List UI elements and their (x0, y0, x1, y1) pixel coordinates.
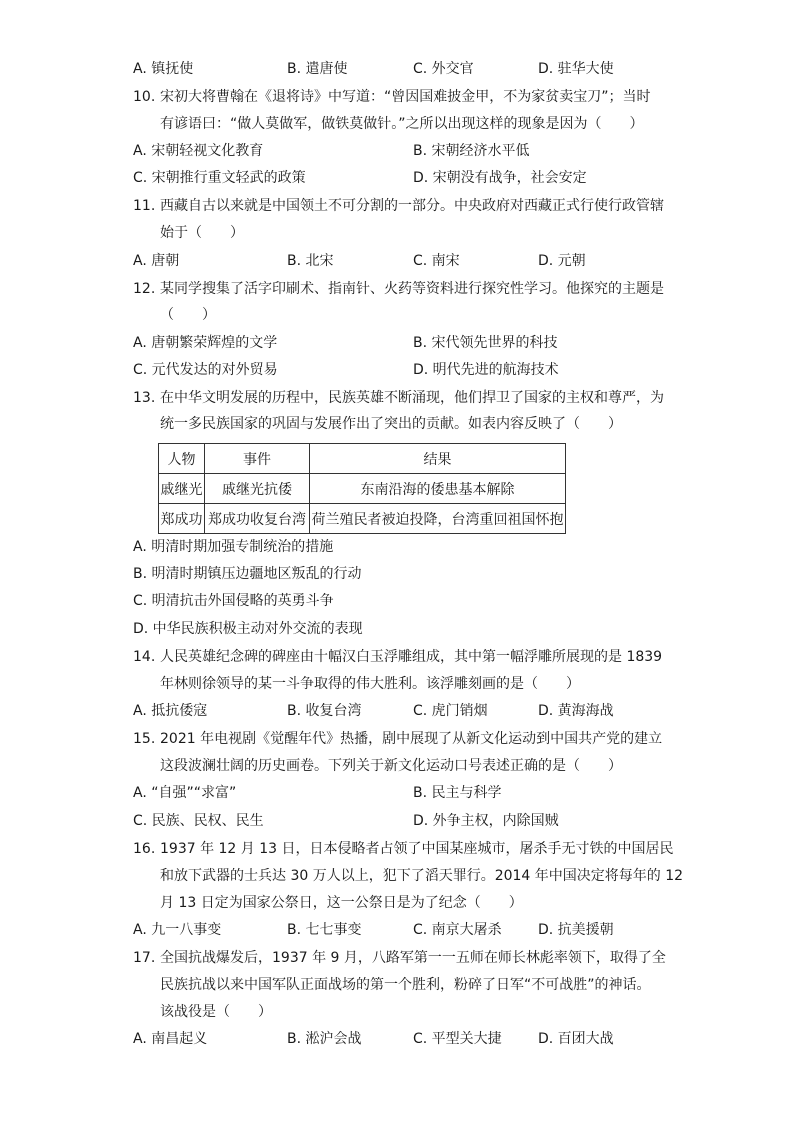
q15-stem-line-2 (0, 755, 794, 777)
q10-stem-text-1: 宋初大将曹翰在《退将诗》中写道：“曾因国难披金甲，不为家贫卖宝刀”；当时 (160, 89, 651, 105)
q12-stem-text-2: （ ） (160, 307, 216, 323)
table-cell-result: 荷兰殖民者被迫投降，台湾重回祖国怀抱 (310, 504, 566, 534)
q11-stem-text-1: 西藏自古以来就是中国领土不可分割的一部分。中央政府对西藏正式行使行政管辖 (160, 198, 664, 214)
table-cell-person: 戚继光 (159, 474, 205, 504)
q13-option-d-row (0, 618, 794, 640)
q13-option-b[interactable]: B. 明清时期镇压边疆地区叛乱的行动 (133, 566, 362, 582)
q13-option-a-row (0, 536, 794, 558)
q11-number: 11. (133, 198, 156, 214)
q14-options-row (0, 700, 794, 722)
q11-stem-text-2: 始于（ ） (160, 225, 244, 241)
q10-option-a[interactable]: A. 宋朝轻视文化教育 (133, 143, 264, 159)
q10-stem-text-2: 有谚语曰：“做人莫做军，做铁莫做针。”之所以出现这样的现象是因为（ ） (160, 116, 644, 132)
q12-options-row-1 (0, 332, 794, 354)
table-header-person: 人物 (159, 444, 205, 474)
q13-stem-text-2: 统一多民族国家的巩固与发展作出了突出的贡献。如表内容反映了（ ） (160, 416, 622, 432)
q16-stem-line-1 (0, 838, 794, 860)
q10-option-d[interactable]: D. 宋朝没有战争，社会安定 (413, 170, 587, 186)
q14-option-a[interactable]: A. 抵抗倭寇 (133, 703, 208, 719)
q17-stem-line-2 (0, 974, 794, 996)
q10-options-row-1 (0, 140, 794, 162)
q13-stem-text-1: 在中华文明发展的历程中，民族英雄不断涌现，他们捍卫了国家的主权和尊严，为 (160, 390, 664, 406)
q11-option-a[interactable]: A. 唐朝 (133, 253, 180, 269)
q11-options-row (0, 250, 794, 272)
table-row (159, 474, 566, 504)
q16-stem-text-2: 和放下武器的士兵达 30 万人以上，犯下了滔天罪行。2014 年中国决定将每年的 12 (160, 868, 684, 884)
q10-stem-line-2 (0, 113, 794, 135)
q12-option-d[interactable]: D. 明代先进的航海技术 (413, 362, 559, 378)
q13-option-c[interactable]: C. 明清抗击外国侵略的英勇斗争 (133, 593, 334, 609)
q12-stem-text-1: 某同学搜集了活字印刷术、指南针、火药等资料进行探究性学习。他探究的主题是 (160, 281, 664, 297)
q15-option-a[interactable]: A. “自强”“求富” (133, 785, 237, 801)
q15-options-row-2 (0, 810, 794, 832)
q13-number: 13. (133, 390, 156, 406)
q13-table (158, 443, 566, 534)
q15-stem-text-1: 2021 年电视剧《觉醒年代》热播，剧中展现了从新文化运动到中国共产党的建立 (160, 731, 663, 747)
q13-stem-line-1 (0, 387, 794, 409)
q12-options-row-2 (0, 359, 794, 381)
q12-option-b[interactable]: B. 宋代领先世界的科技 (413, 335, 558, 351)
q14-option-b[interactable]: B. 收复台湾 (287, 703, 362, 719)
q15-option-b[interactable]: B. 民主与科学 (413, 785, 502, 801)
table-header-row (159, 444, 566, 474)
q17-stem-text-1: 全国抗战爆发后，1937 年 9 月，八路军第一一五师在师长林彪率领下，取得了全 (160, 950, 666, 966)
q13-stem-line-2 (0, 413, 794, 435)
q10-options-row-2 (0, 167, 794, 189)
q10-option-b[interactable]: B. 宋朝经济水平低 (413, 143, 530, 159)
q17-options-row (0, 1028, 794, 1050)
q10-stem-line-1 (0, 86, 794, 108)
q15-number: 15. (133, 731, 156, 747)
table-row (159, 504, 566, 534)
q12-option-a[interactable]: A. 唐朝繁荣辉煌的文学 (133, 335, 278, 351)
q13-option-b-row (0, 563, 794, 585)
q11-stem-line-1 (0, 195, 794, 217)
q15-stem-text-2: 这段波澜壮阔的历史画卷。下列关于新文化运动口号表述正确的是（ ） (160, 758, 622, 774)
q10-option-c[interactable]: C. 宋朝推行重文轻武的政策 (133, 170, 306, 186)
q10-number: 10. (133, 89, 156, 105)
q14-option-d[interactable]: D. 黄海海战 (538, 703, 614, 719)
q12-stem-line-1 (0, 278, 794, 300)
q12-option-c[interactable]: C. 元代发达的对外贸易 (133, 362, 278, 378)
q16-option-d[interactable]: D. 抗美援朝 (538, 922, 614, 938)
q17-option-c[interactable]: C. 平型关大捷 (413, 1031, 502, 1047)
q16-stem-line-2 (0, 865, 794, 887)
q11-option-c[interactable]: C. 南宋 (413, 253, 460, 269)
q14-stem-line-1 (0, 646, 794, 668)
q16-option-b[interactable]: B. 七七事变 (287, 922, 362, 938)
q16-stem-line-3 (0, 892, 794, 914)
q14-option-c[interactable]: C. 虎门销烟 (413, 703, 488, 719)
q9-options-row (0, 58, 794, 80)
q15-option-d[interactable]: D. 外争主权，内除国贼 (413, 813, 559, 829)
table-cell-person: 郑成功 (159, 504, 205, 534)
q17-stem-line-1 (0, 947, 794, 969)
q11-stem-line-2 (0, 222, 794, 244)
q13-option-d[interactable]: D. 中华民族积极主动对外交流的表现 (133, 621, 363, 637)
q14-stem-line-2 (0, 673, 794, 695)
q17-number: 17. (133, 950, 156, 966)
q9-option-c[interactable]: C. 外交官 (413, 61, 474, 77)
q14-stem-text-1: 人民英雄纪念碑的碑座由十幅汉白玉浮雕组成，其中第一幅浮雕所展现的是 1839 (160, 649, 663, 665)
q11-option-d[interactable]: D. 元朝 (538, 253, 586, 269)
q17-option-d[interactable]: D. 百团大战 (538, 1031, 614, 1047)
q16-options-row (0, 919, 794, 941)
q17-stem-text-3: 该战役是（ ） (160, 1004, 272, 1020)
table-header-event: 事件 (205, 444, 310, 474)
table-cell-event: 郑成功收复台湾 (205, 504, 310, 534)
q16-option-a[interactable]: A. 九一八事变 (133, 922, 222, 938)
q13-option-a[interactable]: A. 明清时期加强专制统治的措施 (133, 539, 334, 555)
q15-stem-line-1 (0, 728, 794, 750)
q16-option-c[interactable]: C. 南京大屠杀 (413, 922, 502, 938)
q9-option-b[interactable]: B. 遣唐使 (287, 61, 348, 77)
q16-number: 16. (133, 841, 156, 857)
q17-option-b[interactable]: B. 淞沪会战 (287, 1031, 362, 1047)
q12-stem-line-2 (0, 304, 794, 326)
q17-stem-line-3 (0, 1001, 794, 1023)
q14-number: 14. (133, 649, 156, 665)
q15-option-c[interactable]: C. 民族、民权、民生 (133, 813, 264, 829)
q17-stem-text-2: 民族抗战以来中国军队正面战场的第一个胜利，粉碎了日军“不可战胜”的神话。 (160, 977, 651, 993)
q16-stem-text-1: 1937 年 12 月 13 日，日本侵略者占领了中国某座城市，屠杀手无寸铁的中国居民 (160, 841, 674, 857)
q15-options-row-1 (0, 782, 794, 804)
table-cell-event: 戚继光抗倭 (205, 474, 310, 504)
q9-option-d[interactable]: D. 驻华大使 (538, 61, 614, 77)
q12-number: 12. (133, 281, 156, 297)
q11-option-b[interactable]: B. 北宋 (287, 253, 334, 269)
table-header-result: 结果 (310, 444, 566, 474)
q17-option-a[interactable]: A. 南昌起义 (133, 1031, 208, 1047)
q13-option-c-row (0, 590, 794, 612)
table-cell-result: 东南沿海的倭患基本解除 (310, 474, 566, 504)
q16-stem-text-3: 月 13 日定为国家公祭日，这一公祭日是为了纪念（ ） (160, 895, 523, 911)
q14-stem-text-2: 年林则徐领导的某一斗争取得的伟大胜利。该浮雕刻画的是（ ） (160, 676, 580, 692)
q9-option-a[interactable]: A. 镇抚使 (133, 61, 194, 77)
